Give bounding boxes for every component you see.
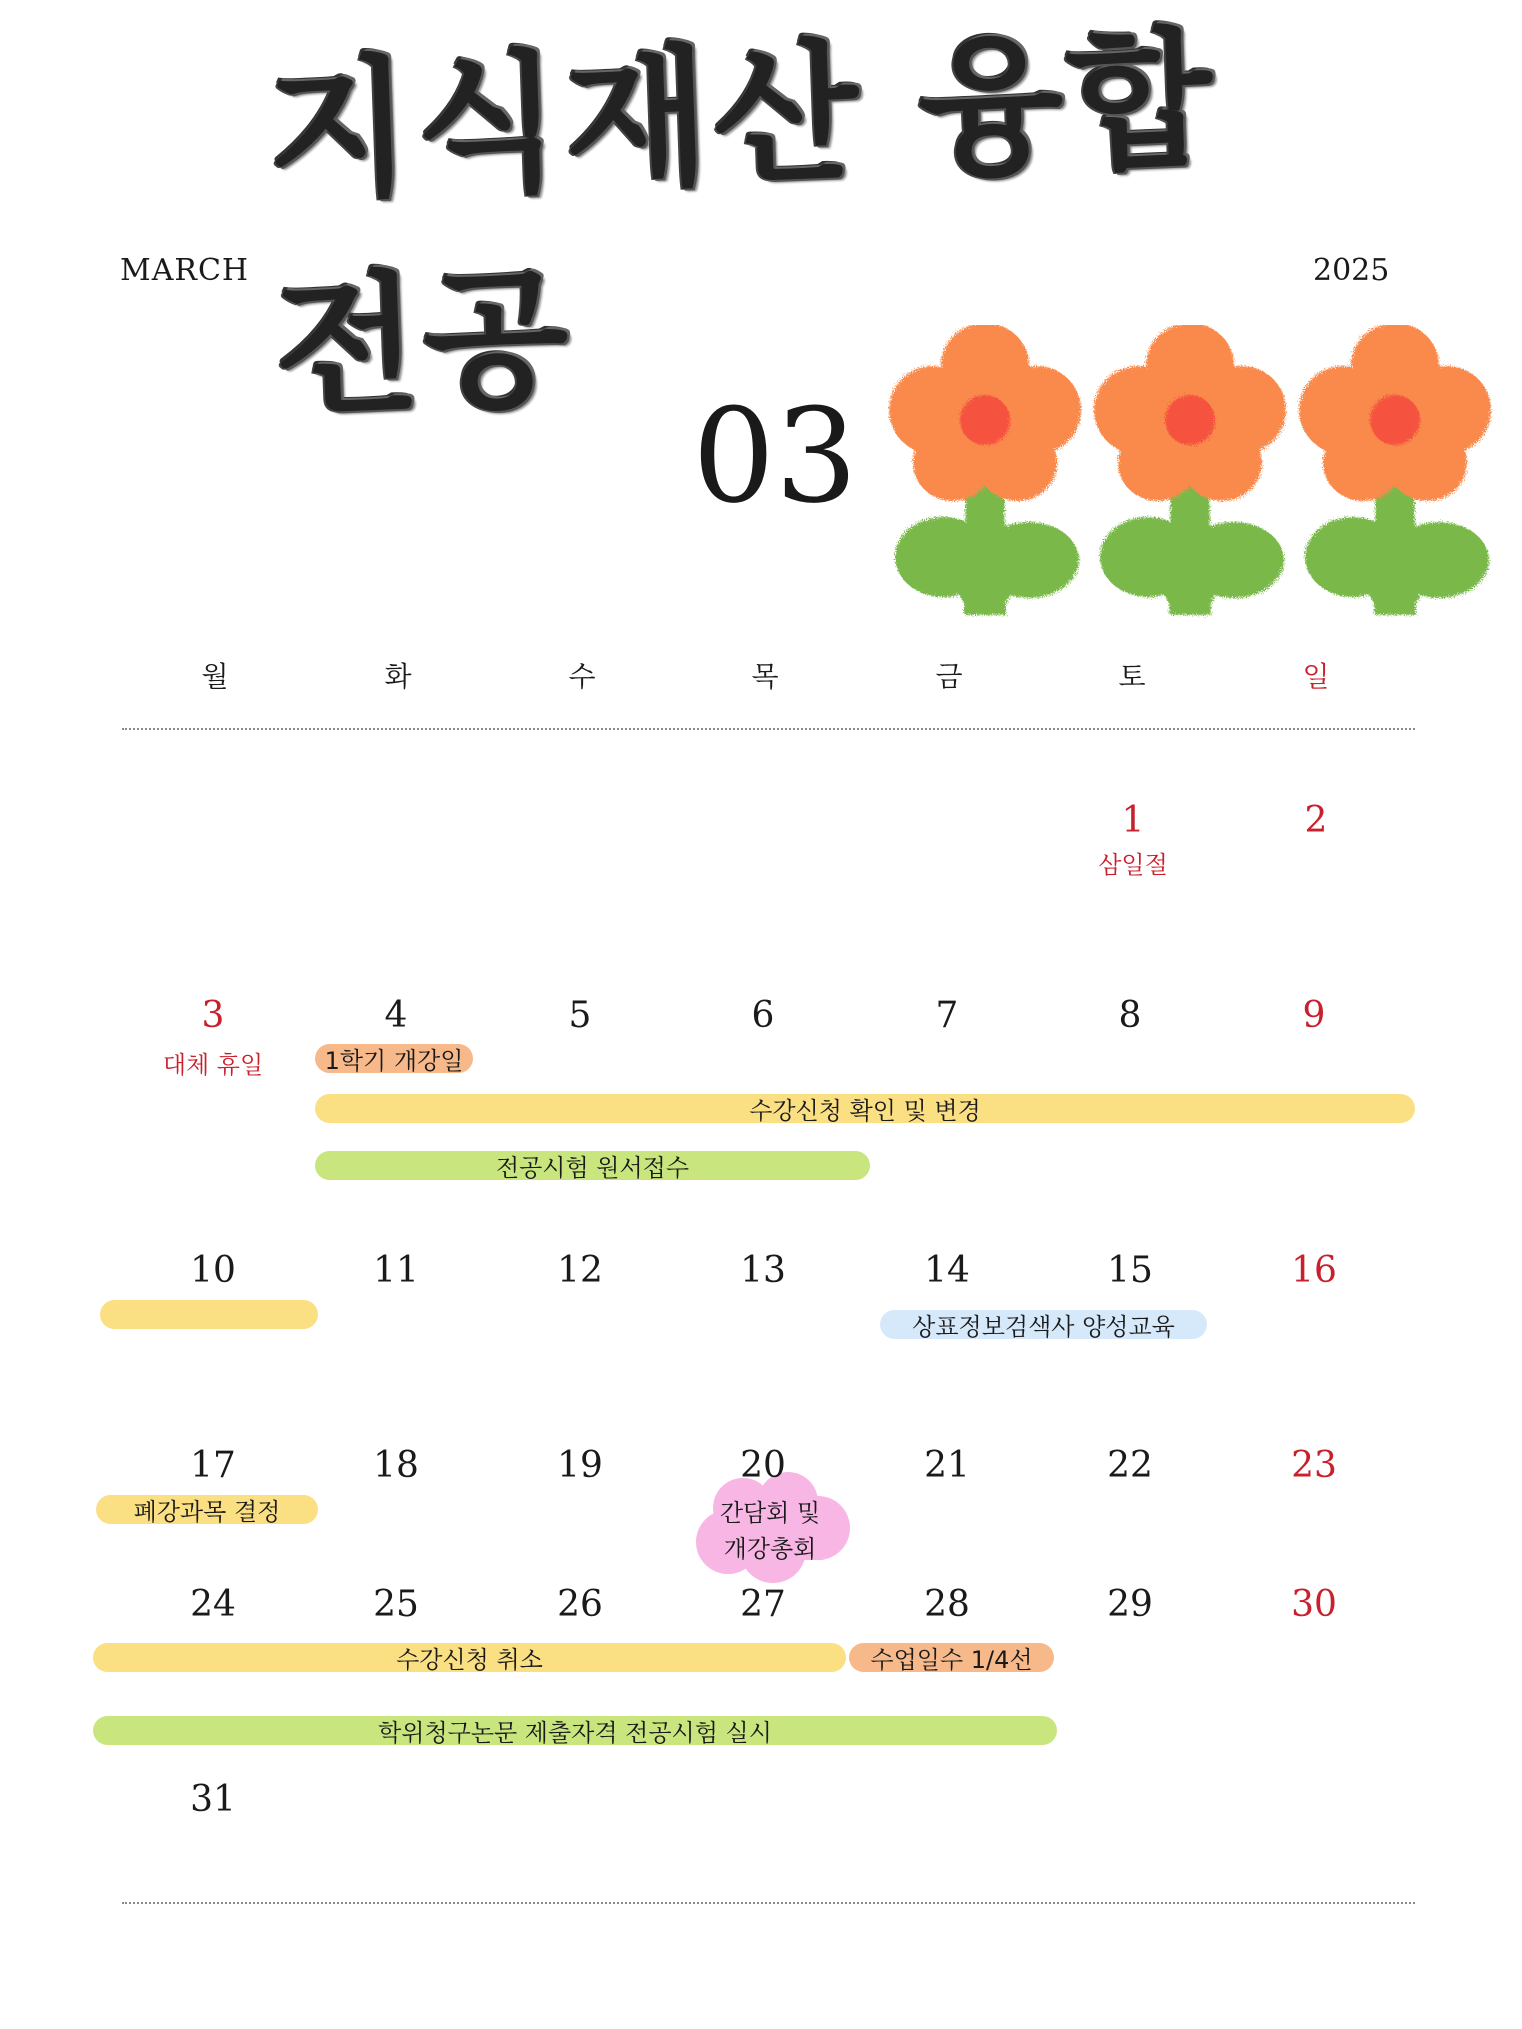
event-meeting-line1: 간담회 및 [719, 1499, 821, 1527]
date-11: 11 [373, 1250, 419, 1291]
weekday-fri: 금 [935, 660, 963, 693]
holiday-note-samiljeol: 삼일절 [1098, 851, 1168, 879]
weekday-sun: 일 [1302, 660, 1330, 693]
date-16: 16 [1291, 1250, 1337, 1291]
event-meeting-line2: 개강총회 [723, 1535, 817, 1563]
month-number: 03 [692, 380, 858, 532]
date-27: 27 [740, 1584, 786, 1625]
event-course-closing: 폐강과목 결정 [96, 1495, 318, 1524]
event-semester-start: 1학기 개강일 [315, 1044, 473, 1073]
event-registration-change: 수강신청 확인 및 변경 [315, 1094, 1415, 1123]
date-4: 4 [384, 995, 408, 1036]
weekday-sat: 토 [1118, 660, 1146, 693]
weekday-tue: 화 [384, 660, 412, 693]
date-14: 14 [924, 1250, 970, 1291]
date-7: 7 [935, 995, 959, 1036]
event-meeting [700, 1495, 840, 1567]
date-20: 20 [740, 1445, 786, 1486]
event-quarter-line: 수업일수 1/4선 [849, 1643, 1054, 1672]
weekday-wed: 수 [568, 660, 596, 693]
date-12: 12 [557, 1250, 603, 1291]
date-29: 29 [1107, 1584, 1153, 1625]
date-13: 13 [740, 1250, 786, 1291]
date-6: 6 [751, 995, 775, 1036]
date-9: 9 [1302, 995, 1326, 1036]
date-17: 17 [190, 1445, 236, 1486]
date-30: 30 [1291, 1584, 1337, 1625]
date-31: 31 [190, 1779, 236, 1820]
date-5: 5 [568, 995, 592, 1036]
date-3: 3 [201, 995, 225, 1036]
event-registration-change-continued [100, 1300, 318, 1329]
page-title: 지식재산 융합전공 [263, 13, 1220, 437]
event-registration-cancel: 수강신청 취소 [93, 1643, 846, 1672]
date-15: 15 [1107, 1250, 1153, 1291]
event-exam-application: 전공시험 원서접수 [315, 1151, 870, 1180]
date-25: 25 [373, 1584, 419, 1625]
weekday-thu: 목 [751, 660, 779, 693]
date-10: 10 [190, 1250, 236, 1291]
date-1: 1 [1121, 800, 1145, 841]
date-19: 19 [557, 1445, 603, 1486]
month-name: MARCH [120, 253, 250, 288]
holiday-note-substitute: 대체 휴일 [162, 1051, 264, 1079]
weekday-mon: 월 [201, 660, 229, 693]
event-thesis-exam: 학위청구논문 제출자격 전공시험 실시 [93, 1716, 1057, 1745]
date-2: 2 [1304, 800, 1328, 841]
year-label: 2025 [1313, 253, 1390, 288]
date-23: 23 [1291, 1445, 1337, 1486]
date-8: 8 [1118, 995, 1142, 1036]
date-26: 26 [557, 1584, 603, 1625]
date-22: 22 [1107, 1445, 1153, 1486]
bottom-divider [122, 1902, 1415, 1904]
date-21: 21 [924, 1445, 970, 1486]
date-24: 24 [190, 1584, 236, 1625]
event-trademark-training: 상표정보검색사 양성교육 [880, 1310, 1207, 1339]
date-28: 28 [924, 1584, 970, 1625]
date-18: 18 [373, 1445, 419, 1486]
